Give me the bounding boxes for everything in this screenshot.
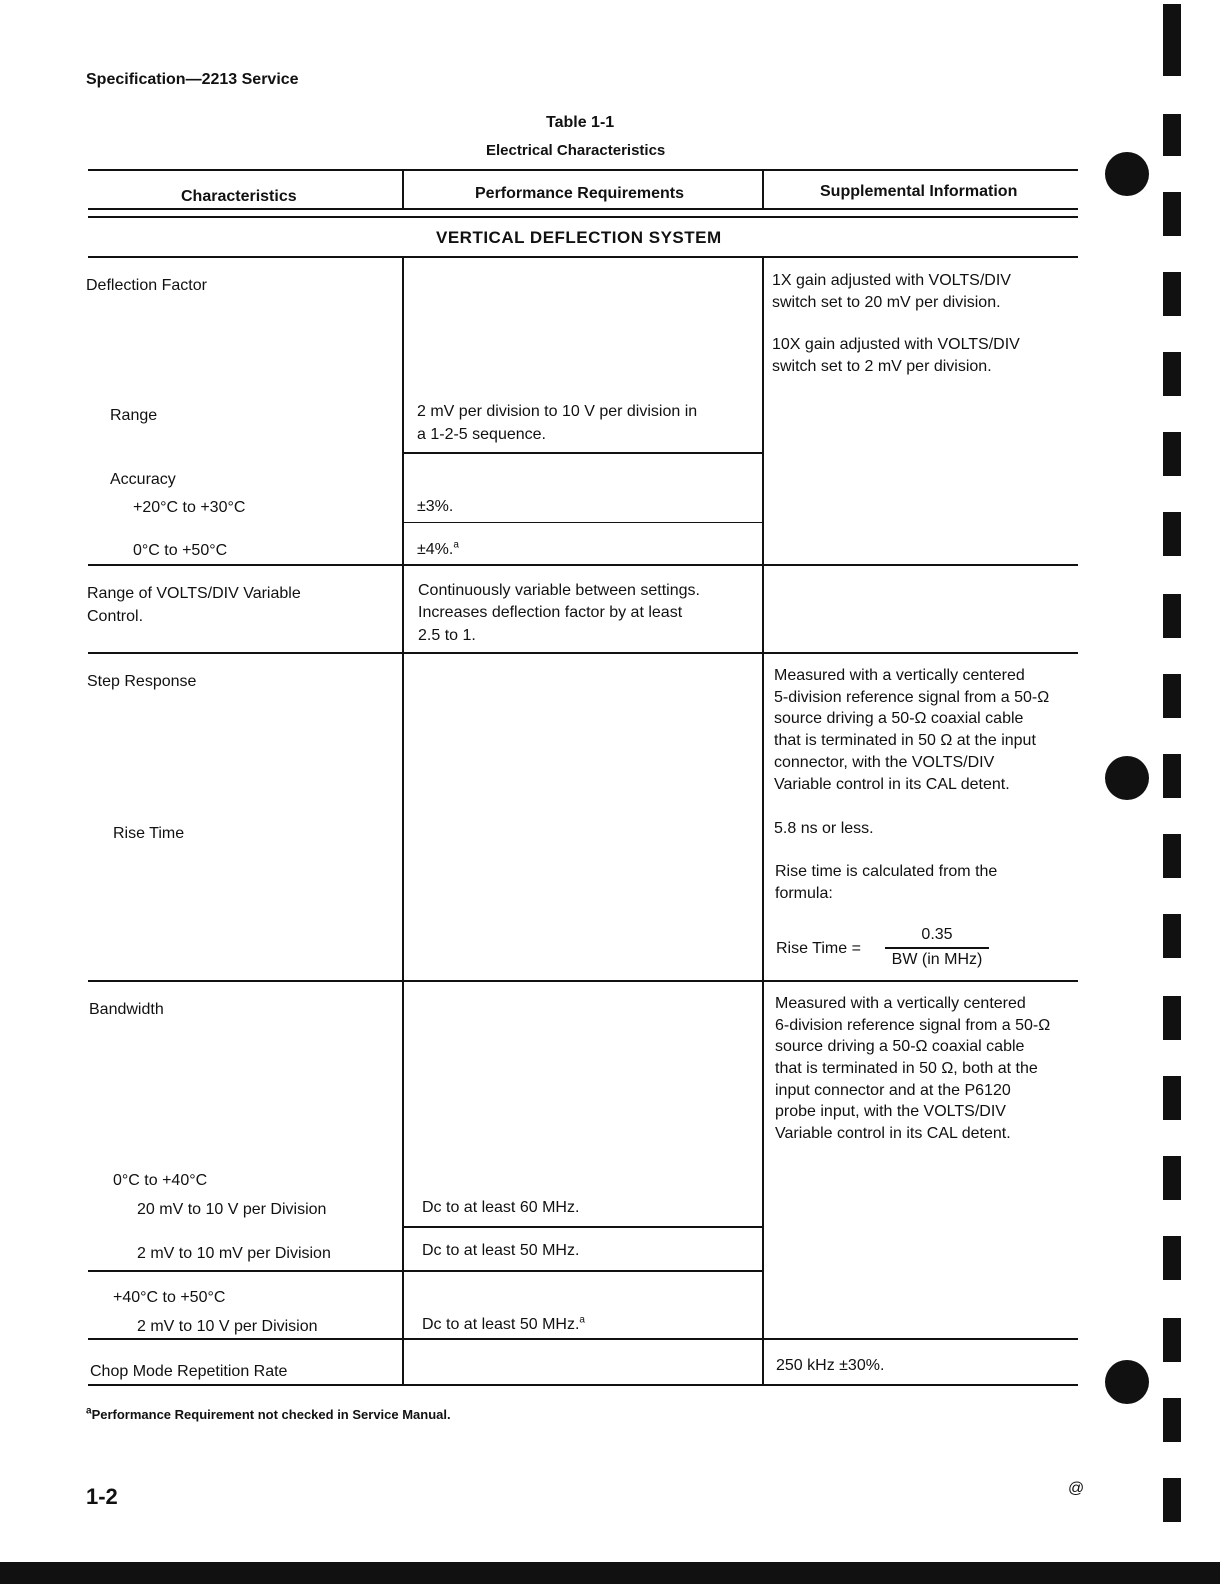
supplemental-text: that is terminated in 50 Ω at the input bbox=[774, 732, 1036, 749]
supplemental-text: switch set to 2 mV per division. bbox=[772, 358, 992, 375]
column-header-characteristics: Characteristics bbox=[181, 188, 297, 205]
row-label-deflection-factor: Deflection Factor bbox=[86, 277, 207, 294]
rule-section-top bbox=[88, 216, 1078, 218]
row-label-temp-range: +20°C to +30°C bbox=[133, 499, 246, 516]
supplemental-text: source driving a 50-Ω coaxial cable bbox=[775, 1038, 1025, 1055]
rule-top bbox=[88, 169, 1078, 171]
requirement-text: Dc to at least 50 MHz.$^a$ bbox=[422, 1314, 585, 1333]
supplemental-text: formula: bbox=[775, 885, 833, 902]
footnote-marker: a bbox=[453, 539, 459, 551]
binding-mark bbox=[1163, 674, 1181, 718]
running-title: Specification—2213 Service bbox=[86, 71, 299, 88]
supplemental-text: 1X gain adjusted with VOLTS/DIV bbox=[772, 272, 1011, 289]
row-label-volts-range: 20 mV to 10 V per Division bbox=[137, 1201, 327, 1218]
footnote: $^a$Performance Requirement not checked in Service Manual. bbox=[86, 1405, 451, 1422]
binding-mark bbox=[1163, 1076, 1181, 1120]
footnote-marker: a bbox=[86, 1405, 92, 1417]
table-title: Electrical Characteristics bbox=[486, 142, 666, 159]
binding-mark bbox=[1163, 352, 1181, 396]
row-rule bbox=[88, 980, 1078, 982]
requirement-text: Dc to at least 60 MHz. bbox=[422, 1199, 580, 1216]
supplemental-text: Measured with a vertically centered bbox=[774, 667, 1025, 684]
supplemental-text: switch set to 20 mV per division. bbox=[772, 294, 1001, 311]
footnote-marker: a bbox=[579, 1314, 585, 1326]
row-rule bbox=[404, 452, 762, 454]
row-label-variable-control: Range of VOLTS/DIV Variable bbox=[87, 585, 301, 602]
row-label-rise-time: Rise Time bbox=[113, 825, 185, 842]
row-label-temp-range: +40°C to +50°C bbox=[113, 1289, 226, 1306]
supplemental-text: connector, with the VOLTS/DIV bbox=[774, 754, 995, 771]
binding-mark bbox=[1163, 1318, 1181, 1362]
rule-table-bottom bbox=[88, 1384, 1078, 1386]
row-rule bbox=[404, 522, 762, 523]
col-divider bbox=[402, 169, 404, 210]
row-rule bbox=[88, 1338, 1078, 1340]
row-label-chop-mode: Chop Mode Repetition Rate bbox=[90, 1363, 288, 1380]
binding-mark bbox=[1163, 914, 1181, 958]
binding-mark bbox=[1163, 192, 1181, 236]
binding-mark bbox=[1163, 754, 1181, 798]
binding-mark bbox=[1163, 1236, 1181, 1280]
row-label-volts-range: 2 mV to 10 V per Division bbox=[137, 1318, 318, 1335]
page-number: 1-2 bbox=[86, 1484, 118, 1509]
binding-mark bbox=[1163, 1156, 1181, 1200]
binder-hole bbox=[1105, 1360, 1149, 1404]
binding-mark bbox=[1163, 432, 1181, 476]
col-divider bbox=[762, 169, 764, 210]
binding-mark bbox=[1163, 594, 1181, 638]
supplemental-text: 5-division reference signal from a 50-Ω bbox=[774, 689, 1050, 706]
binder-hole bbox=[1105, 152, 1149, 196]
supplemental-text: Measured with a vertically centered bbox=[775, 995, 1026, 1012]
row-rule bbox=[404, 1226, 762, 1228]
requirement-text: 2.5 to 1. bbox=[418, 627, 476, 644]
row-label-bandwidth: Bandwidth bbox=[89, 1001, 164, 1018]
requirement-text: ±3%. bbox=[417, 498, 454, 515]
requirement-text: Dc to at least 50 MHz. bbox=[422, 1242, 580, 1259]
row-rule bbox=[88, 564, 1078, 566]
footer-symbol: @ bbox=[1068, 1480, 1085, 1497]
binding-mark bbox=[1163, 1478, 1181, 1522]
col-divider bbox=[762, 258, 764, 1386]
section-heading: VERTICAL DEFLECTION SYSTEM bbox=[436, 228, 722, 247]
supplemental-text: input connector and at the P6120 bbox=[775, 1082, 1011, 1099]
supplemental-text: Variable control in its CAL detent. bbox=[775, 1125, 1011, 1142]
row-label-volts-range: 2 mV to 10 mV per Division bbox=[137, 1245, 331, 1262]
supplemental-text: 5.8 ns or less. bbox=[774, 820, 874, 837]
supplemental-text: Variable control in its CAL detent. bbox=[774, 776, 1010, 793]
binding-mark bbox=[1163, 996, 1181, 1040]
rule-header-bottom bbox=[88, 208, 1078, 210]
supplemental-text: source driving a 50-Ω coaxial cable bbox=[774, 710, 1024, 727]
formula-denominator: BW (in MHz) bbox=[891, 951, 983, 968]
supplemental-text: that is terminated in 50 Ω, both at the bbox=[775, 1060, 1038, 1077]
row-rule bbox=[88, 652, 1078, 654]
row-label-range: Range bbox=[110, 407, 158, 424]
requirement-text: a 1-2-5 sequence. bbox=[417, 426, 546, 443]
binding-mark bbox=[1163, 1398, 1181, 1442]
binding-mark bbox=[1163, 4, 1181, 76]
supplemental-text: 10X gain adjusted with VOLTS/DIV bbox=[772, 336, 1020, 353]
formula-numerator: 0.35 bbox=[885, 924, 989, 949]
binding-mark bbox=[1163, 114, 1181, 156]
requirement-text: 2 mV per division to 10 V per division in bbox=[417, 403, 698, 420]
binding-mark bbox=[1163, 512, 1181, 556]
row-label-temp-range: 0°C to +50°C bbox=[133, 542, 228, 559]
formula-lhs: Rise Time = bbox=[776, 940, 861, 957]
rule-section-bottom bbox=[88, 256, 1078, 258]
binder-hole bbox=[1105, 756, 1149, 800]
requirement-text: ±4%.$^a$ bbox=[417, 539, 459, 558]
column-header-performance: Performance Requirements bbox=[475, 185, 684, 202]
row-label-temp-range: 0°C to +40°C bbox=[113, 1172, 208, 1189]
requirement-text: Continuously variable between settings. bbox=[418, 582, 700, 599]
supplemental-text: 6-division reference signal from a 50-Ω bbox=[775, 1017, 1051, 1034]
rise-time-formula bbox=[885, 924, 989, 971]
binding-mark bbox=[1163, 834, 1181, 878]
supplemental-text: probe input, with the VOLTS/DIV bbox=[775, 1103, 1006, 1120]
row-label-step-response: Step Response bbox=[87, 673, 197, 690]
supplemental-text: 250 kHz ±30%. bbox=[776, 1357, 885, 1374]
supplemental-text: Rise time is calculated from the bbox=[775, 863, 998, 880]
row-label-accuracy: Accuracy bbox=[110, 471, 176, 488]
table-number: Table 1-1 bbox=[546, 114, 615, 131]
row-rule bbox=[88, 1270, 762, 1272]
binding-mark bbox=[1163, 272, 1181, 316]
scan-edge bbox=[0, 1562, 1220, 1584]
row-label-variable-control: Control. bbox=[87, 608, 144, 625]
col-divider bbox=[402, 258, 404, 1386]
requirement-text: Increases deflection factor by at least bbox=[418, 604, 683, 621]
column-header-supplemental: Supplemental Information bbox=[820, 183, 1018, 200]
